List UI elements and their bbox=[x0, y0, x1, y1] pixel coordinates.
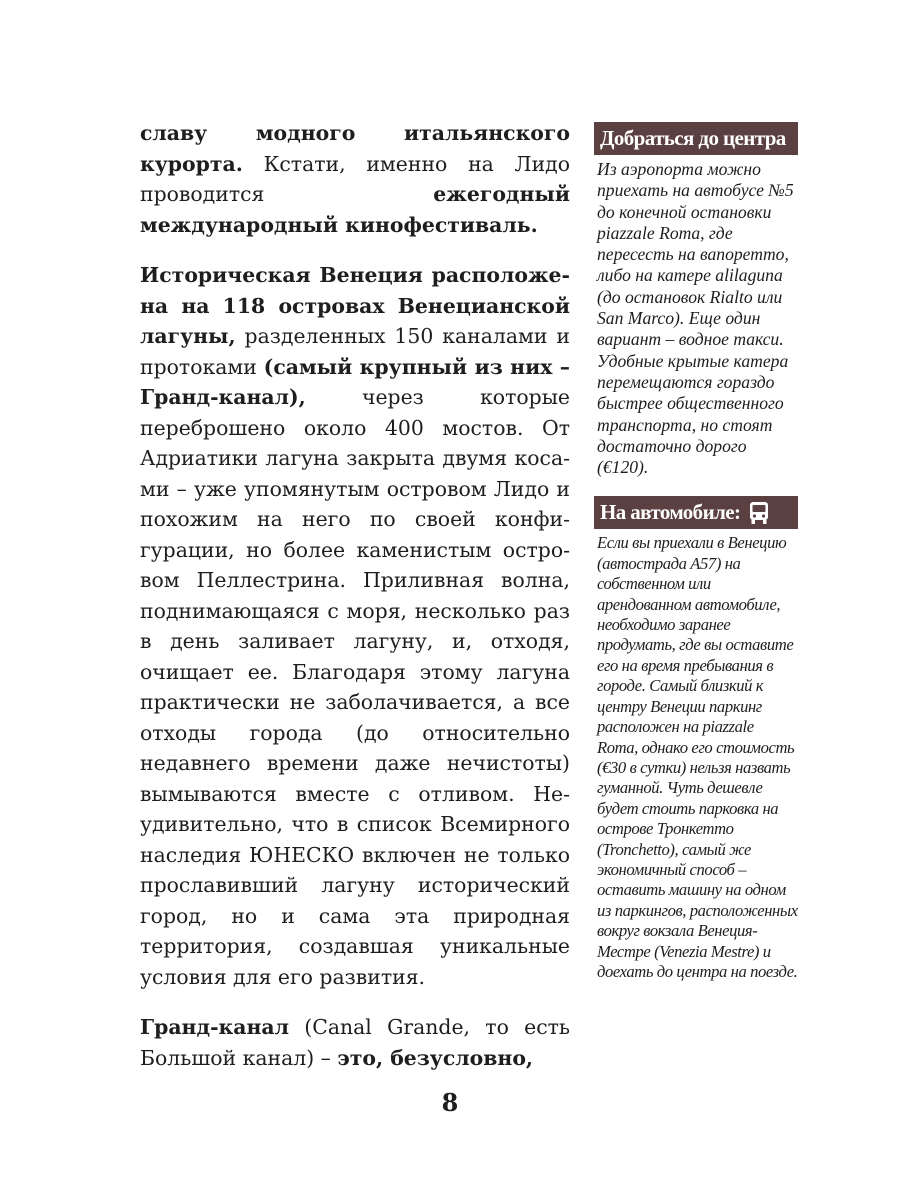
sidebox-by-car bbox=[594, 496, 798, 982]
page-number: 8 bbox=[441, 1088, 459, 1117]
sidebox-title: Добраться до центра bbox=[594, 122, 798, 155]
sidebox-title-car: На автомобиле: bbox=[594, 496, 798, 529]
paragraph-1: славу модного итальянского курорта. Кстати, именно на Лидо проводится ежегодный международный кинофестиваль. bbox=[140, 121, 570, 237]
main-text-column bbox=[140, 118, 570, 1093]
sidebox-text-car: Если вы приехали в Венецию (автострада A57) на собственном или арендованном автомобиле, необходимо заранее продумать, где вы оставите его на время пребывания в городе. Самый близкий к центру Венеции паркинг расположен на piazzale Roma, однако его стоимость (€30 в сутки) нельзя назвать гуманной. Чуть дешевле будет стоить парковка на острове Тронкетто (Tronchetto), самый же экономичный способ – оставить машину на одном из паркингов, расположенных вокруг вокзала Венеция-Местре (Venezia Mestre) и доехать до центра на поезде. bbox=[597, 533, 798, 981]
paragraph-2: Историческая Венеция расположена на 118 островах Венецианской лагуны, разделенных 150 каналами и протоками (самый крупный из них – Гранд-канал), через которые переброшено около 400 мостов. От Адриатики лагуна закрыта двумя косами – уже упомянутым островом Лидо и похожим на него по своей конфигурации, но более каменистым островом Пеллестрина. Приливная волна, поднимающаяся с моря, несколько раз в день заливает лагуну, и, отходя, очищает ее. Благодаря этому лагуна практически не заболачивается, а все отходы города (до относительно недавнего времени даже нечистоты) вымываются вместе с отливом. Неудивительно, что в список Всемирного наследия ЮНЕСКО включен не только прославивший лагуну исторический город, но и сама эта природная территория, создавшая уникальные условия для его развития. bbox=[140, 263, 571, 989]
sidebox-text: Из аэропорта можно приехать на автобусе №5 до конечной остановки piazzale Roma, где пересесть на вапоретто, либо на катере alilaguna (до остановок Rialto или San Marco). Еще один вариант – водное такси. Удобные крытые катера перемещаются гораздо быстрее общественного транспорта, но стоят достаточно дорого (€120). bbox=[597, 159, 794, 478]
sidebar bbox=[594, 122, 798, 982]
bus-icon bbox=[748, 501, 770, 525]
paragraph-3: Гранд-канал (Canal Grande, то есть Большой канал) – это, безусловно, bbox=[140, 1015, 570, 1070]
sidebox-getting-to-center bbox=[594, 122, 798, 478]
